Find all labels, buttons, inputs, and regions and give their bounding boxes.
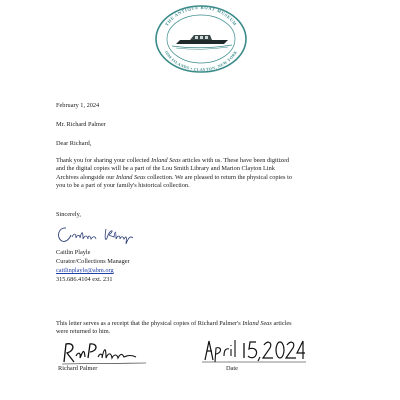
- svg-text:1000 ISLANDS • CLAYTON, NEW YO: 1000 ISLANDS • CLAYTON, NEW YORK: [163, 49, 239, 73]
- letter-date: February 1, 2024: [56, 102, 100, 109]
- body-text: articles with us. These have been digitized: [180, 157, 289, 164]
- letter-body: [56, 157, 361, 191]
- publication-title: Inland Seas: [242, 320, 272, 327]
- receipt-text: articles: [271, 320, 292, 327]
- recipient-name: Mr. Richard Palmer: [56, 121, 106, 128]
- signer-title: Curator/Collections Manager: [56, 258, 130, 265]
- publication-title: Inland Seas: [151, 157, 181, 164]
- curator-signature: [54, 224, 136, 246]
- closing: Sincerely,: [56, 211, 81, 218]
- signer-name: Caitlin Playle: [56, 249, 91, 256]
- receipt-text: This letter serves as a receipt that the physical copies of Richard Palmer's: [56, 320, 243, 327]
- salutation: Dear Richard,: [56, 140, 92, 147]
- body-text: you to be a part of your family's historical collection.: [56, 182, 190, 190]
- signer-email-link[interactable]: caitlinplayle@abm.org: [56, 267, 114, 274]
- body-text: Archives alongside our: [56, 173, 116, 181]
- receipt-text: were returned to him.: [56, 328, 111, 336]
- body-text: and the digital copies will be a part of the Lou Smith Library and Marion Clayton Link: [56, 165, 275, 173]
- signer-phone: 315.686.4104 ext. 231: [56, 276, 113, 283]
- body-text: collection. We are pleased to return the physical copies to: [145, 173, 292, 181]
- recipient-signature: [58, 340, 150, 366]
- museum-seal-logo: [154, 4, 248, 74]
- publication-title: Inland Seas: [115, 173, 146, 181]
- date-label: Date: [226, 365, 238, 372]
- recipient-signature-label: Richard Palmer: [58, 365, 98, 372]
- handwritten-date: [202, 336, 306, 364]
- receipt-statement: [56, 320, 361, 337]
- svg-text:THE ANTIQUE BOAT MUSEUM: THE ANTIQUE BOAT MUSEUM: [164, 4, 238, 27]
- body-text: Thank you for sharing your collected: [56, 157, 152, 164]
